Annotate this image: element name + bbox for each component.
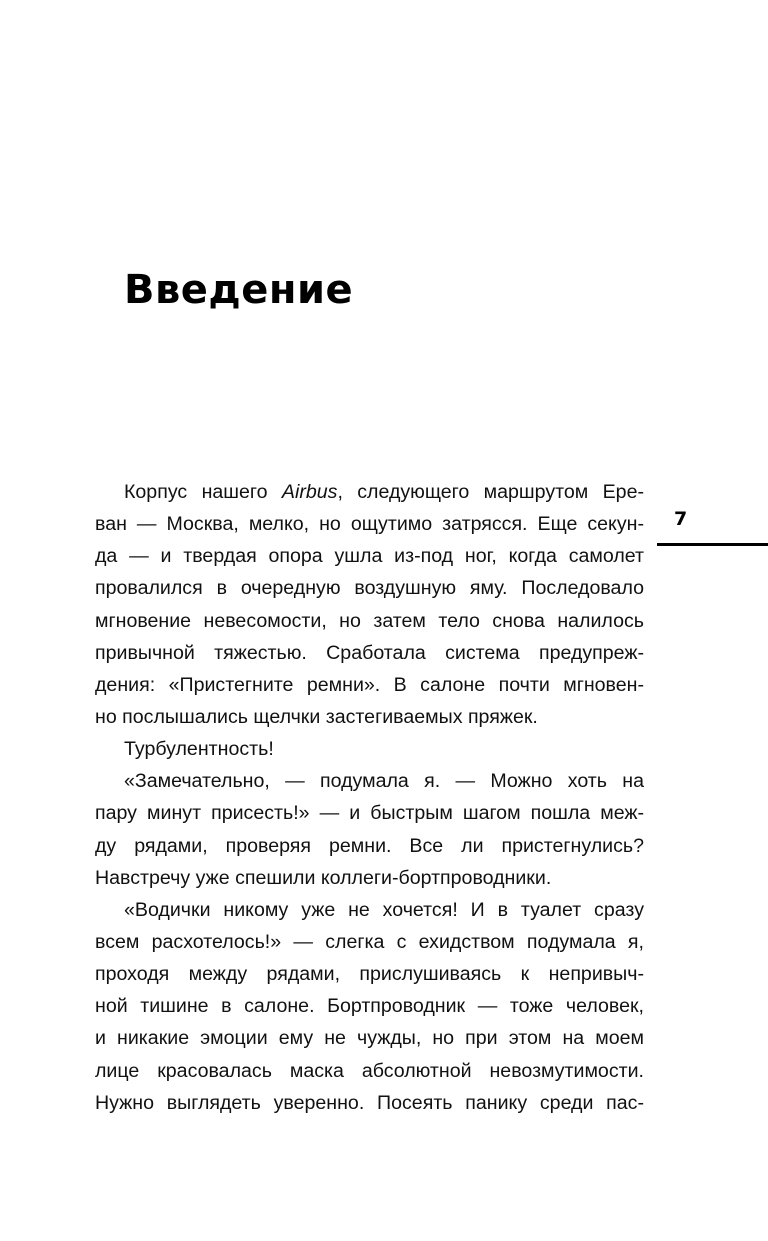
text-line: ду рядами, проверяя ремни. Все ли пристегнулись? (95, 834, 644, 857)
text-line: провалился в очередную воздушную яму. Последовало (95, 577, 644, 600)
text-line: Нужно выглядеть уверенно. Посеять панику среди пас- (95, 1091, 644, 1114)
text-line: Навстречу уже спешили коллеги-бортпроводники. (95, 866, 552, 889)
body-text (95, 476, 644, 1119)
text-fragment: Корпус нашего (124, 481, 282, 503)
text-line: мгновение невесомости, но затем тело снова налилось (95, 609, 644, 632)
page-number-rule (657, 543, 768, 546)
text-line: ной тишине в салоне. Бортпроводник — тоже человек, (95, 995, 644, 1018)
text-line: но послышались щелчки застегиваемых пряжек. (95, 705, 538, 728)
text-line: да — и твердая опора ушла из-под ног, когда самолет (95, 545, 644, 568)
page-number: 7 (674, 508, 688, 530)
text-line: и никакие эмоции ему не чужды, но при этом на моем (95, 1027, 644, 1050)
text-line: пару минут присесть!» — и быстрым шагом пошла меж- (95, 802, 644, 825)
text-fragment: , следующего маршрутом Ере- (337, 481, 644, 503)
text-line: «Водички никому уже не хочется! И в туалет сразу (124, 898, 644, 921)
text-line: привычной тяжестью. Сработала система предупреж- (95, 641, 644, 664)
text-line: всем расхотелось!» — слегка с ехидством подумала я, (95, 930, 644, 953)
italic-term: Airbus (281, 481, 338, 503)
text-line: дения: «Пристегните ремни». В салоне почти мгновен- (95, 673, 644, 696)
text-line: проходя между рядами, прислушиваясь к непривыч- (95, 963, 644, 986)
text-line (95, 476, 644, 508)
text-line: Турбулентность! (124, 738, 274, 761)
text-line: лице красовалась маска абсолютной невозмутимости. (95, 1059, 644, 1082)
chapter-title: Введение (124, 267, 354, 313)
text-line: ван — Москва, мелко, но ощутимо затрясся. Еще секун- (95, 513, 644, 536)
text-line: «Замечательно, — подумала я. — Можно хоть на (124, 770, 644, 793)
